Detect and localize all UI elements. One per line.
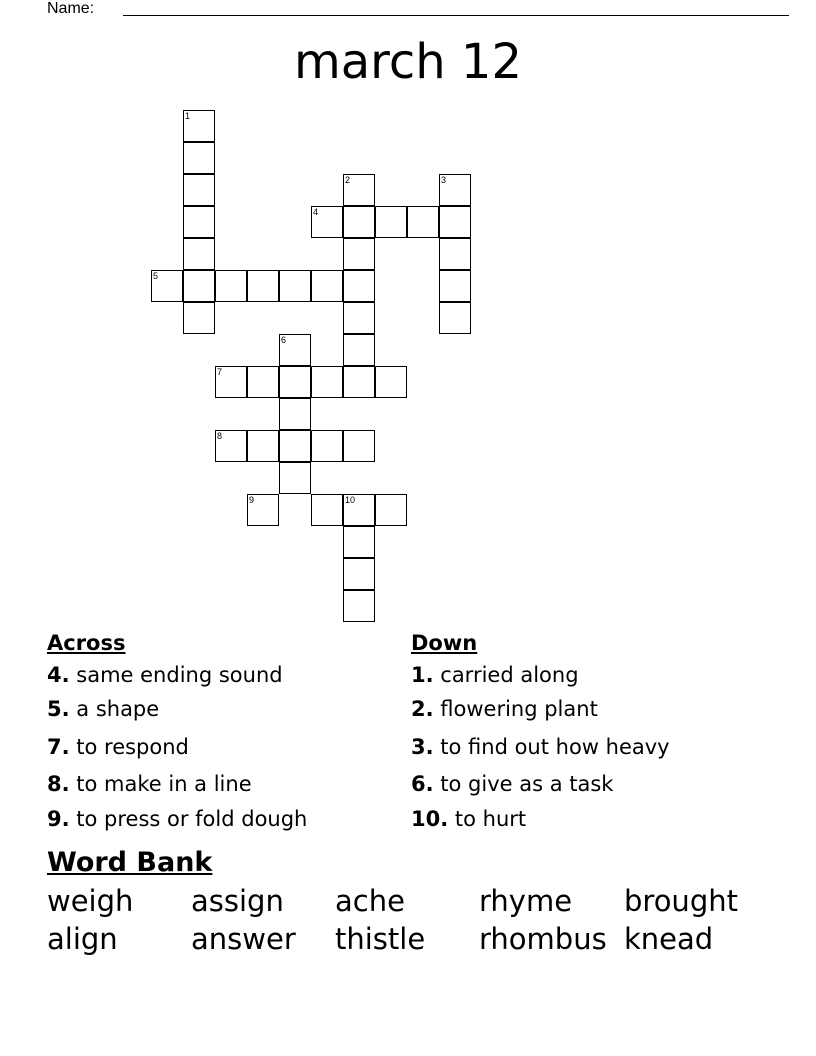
grid-cell — [151, 270, 183, 302]
grid-cell — [311, 494, 343, 526]
grid-cell — [343, 206, 375, 238]
grid-cell — [375, 494, 407, 526]
down-clue — [411, 771, 613, 797]
clue-number-label: 3. — [411, 735, 434, 759]
grid-cell — [343, 526, 375, 558]
grid-cell — [183, 270, 215, 302]
clue-number: 5 — [153, 271, 159, 281]
down-clue — [411, 662, 579, 688]
clue-number-label: 7. — [47, 735, 70, 759]
grid-cell — [343, 174, 375, 206]
clue-number-label: 9. — [47, 807, 70, 831]
grid-cell — [343, 558, 375, 590]
clue-number-label: 4. — [47, 663, 70, 687]
across-clue — [47, 696, 159, 722]
down-clue — [411, 734, 670, 760]
clue-number: 6 — [281, 335, 287, 345]
word-bank-word: rhyme — [479, 884, 573, 918]
grid-cell — [215, 270, 247, 302]
name-field — [47, 0, 94, 18]
grid-cell — [343, 590, 375, 622]
clue-number-label: 2. — [411, 697, 434, 721]
down-clue — [411, 806, 526, 832]
grid-cell — [311, 366, 343, 398]
grid-cell — [247, 430, 279, 462]
across-heading: Across — [47, 631, 126, 655]
grid-cell — [247, 494, 279, 526]
grid-cell — [375, 366, 407, 398]
clue-text: flowering plant — [433, 697, 598, 721]
clue-number: 4 — [313, 207, 319, 217]
grid-cell — [439, 270, 471, 302]
clue-number-label: 1. — [411, 663, 434, 687]
name-label: Name: — [47, 0, 95, 17]
clue-number-label: 8. — [47, 772, 70, 796]
word-bank-word: brought — [624, 884, 738, 918]
across-clue — [47, 734, 189, 760]
clue-number: 9 — [249, 495, 255, 505]
grid-cell — [183, 238, 215, 270]
grid-cell — [183, 110, 215, 142]
page-title: march 12 — [294, 34, 522, 90]
grid-cell — [439, 174, 471, 206]
grid-cell — [215, 430, 247, 462]
grid-cell — [343, 366, 375, 398]
clue-number: 7 — [217, 367, 223, 377]
grid-cell — [279, 462, 311, 494]
word-bank-word: assign — [191, 884, 284, 918]
word-bank-word: knead — [624, 922, 714, 956]
clue-text: to hurt — [448, 807, 527, 831]
across-clue — [47, 771, 252, 797]
clue-number-label: 10. — [411, 807, 449, 831]
grid-cell — [183, 302, 215, 334]
clue-number: 2 — [345, 175, 351, 185]
across-clue — [47, 662, 283, 688]
grid-cell — [343, 238, 375, 270]
grid-cell — [183, 174, 215, 206]
clue-text: to make in a line — [69, 772, 252, 796]
grid-cell — [343, 334, 375, 366]
clue-number-label: 6. — [411, 772, 434, 796]
word-bank-word: align — [47, 922, 118, 956]
word-bank-word: ache — [335, 884, 405, 918]
grid-cell — [311, 206, 343, 238]
down-heading: Down — [411, 631, 478, 655]
grid-cell — [247, 270, 279, 302]
grid-cell — [311, 270, 343, 302]
clue-text: carried along — [433, 663, 579, 687]
grid-cell — [439, 206, 471, 238]
word-bank-word: thistle — [335, 922, 426, 956]
clue-text: to find out how heavy — [433, 735, 670, 759]
grid-cell — [279, 366, 311, 398]
grid-cell — [279, 334, 311, 366]
grid-cell — [407, 206, 439, 238]
across-clue — [47, 806, 307, 832]
grid-cell — [183, 206, 215, 238]
grid-cell — [343, 302, 375, 334]
word-bank-title: Word Bank — [47, 847, 213, 878]
word-bank-word: answer — [191, 922, 296, 956]
clue-text: to give as a task — [433, 772, 614, 796]
clue-number: 8 — [217, 431, 223, 441]
grid-cell — [375, 206, 407, 238]
clue-text: to respond — [69, 735, 189, 759]
grid-cell — [183, 142, 215, 174]
grid-cell — [279, 270, 311, 302]
clue-number: 1 — [185, 111, 191, 121]
clue-text: a shape — [69, 697, 160, 721]
clue-number: 3 — [441, 175, 447, 185]
name-line — [123, 15, 789, 16]
grid-cell — [247, 366, 279, 398]
clue-number: 10 — [345, 495, 356, 505]
word-bank-word: weigh — [47, 884, 134, 918]
grid-cell — [311, 430, 343, 462]
clue-number-label: 5. — [47, 697, 70, 721]
grid-cell — [279, 398, 311, 430]
clue-text: same ending sound — [69, 663, 283, 687]
grid-cell — [343, 494, 375, 526]
grid-cell — [439, 302, 471, 334]
grid-cell — [215, 366, 247, 398]
grid-cell — [343, 430, 375, 462]
down-clue — [411, 696, 598, 722]
clue-text: to press or fold dough — [69, 807, 308, 831]
grid-cell — [439, 238, 471, 270]
grid-cell — [343, 270, 375, 302]
grid-cell — [279, 430, 311, 462]
word-bank-word: rhombus — [479, 922, 607, 956]
